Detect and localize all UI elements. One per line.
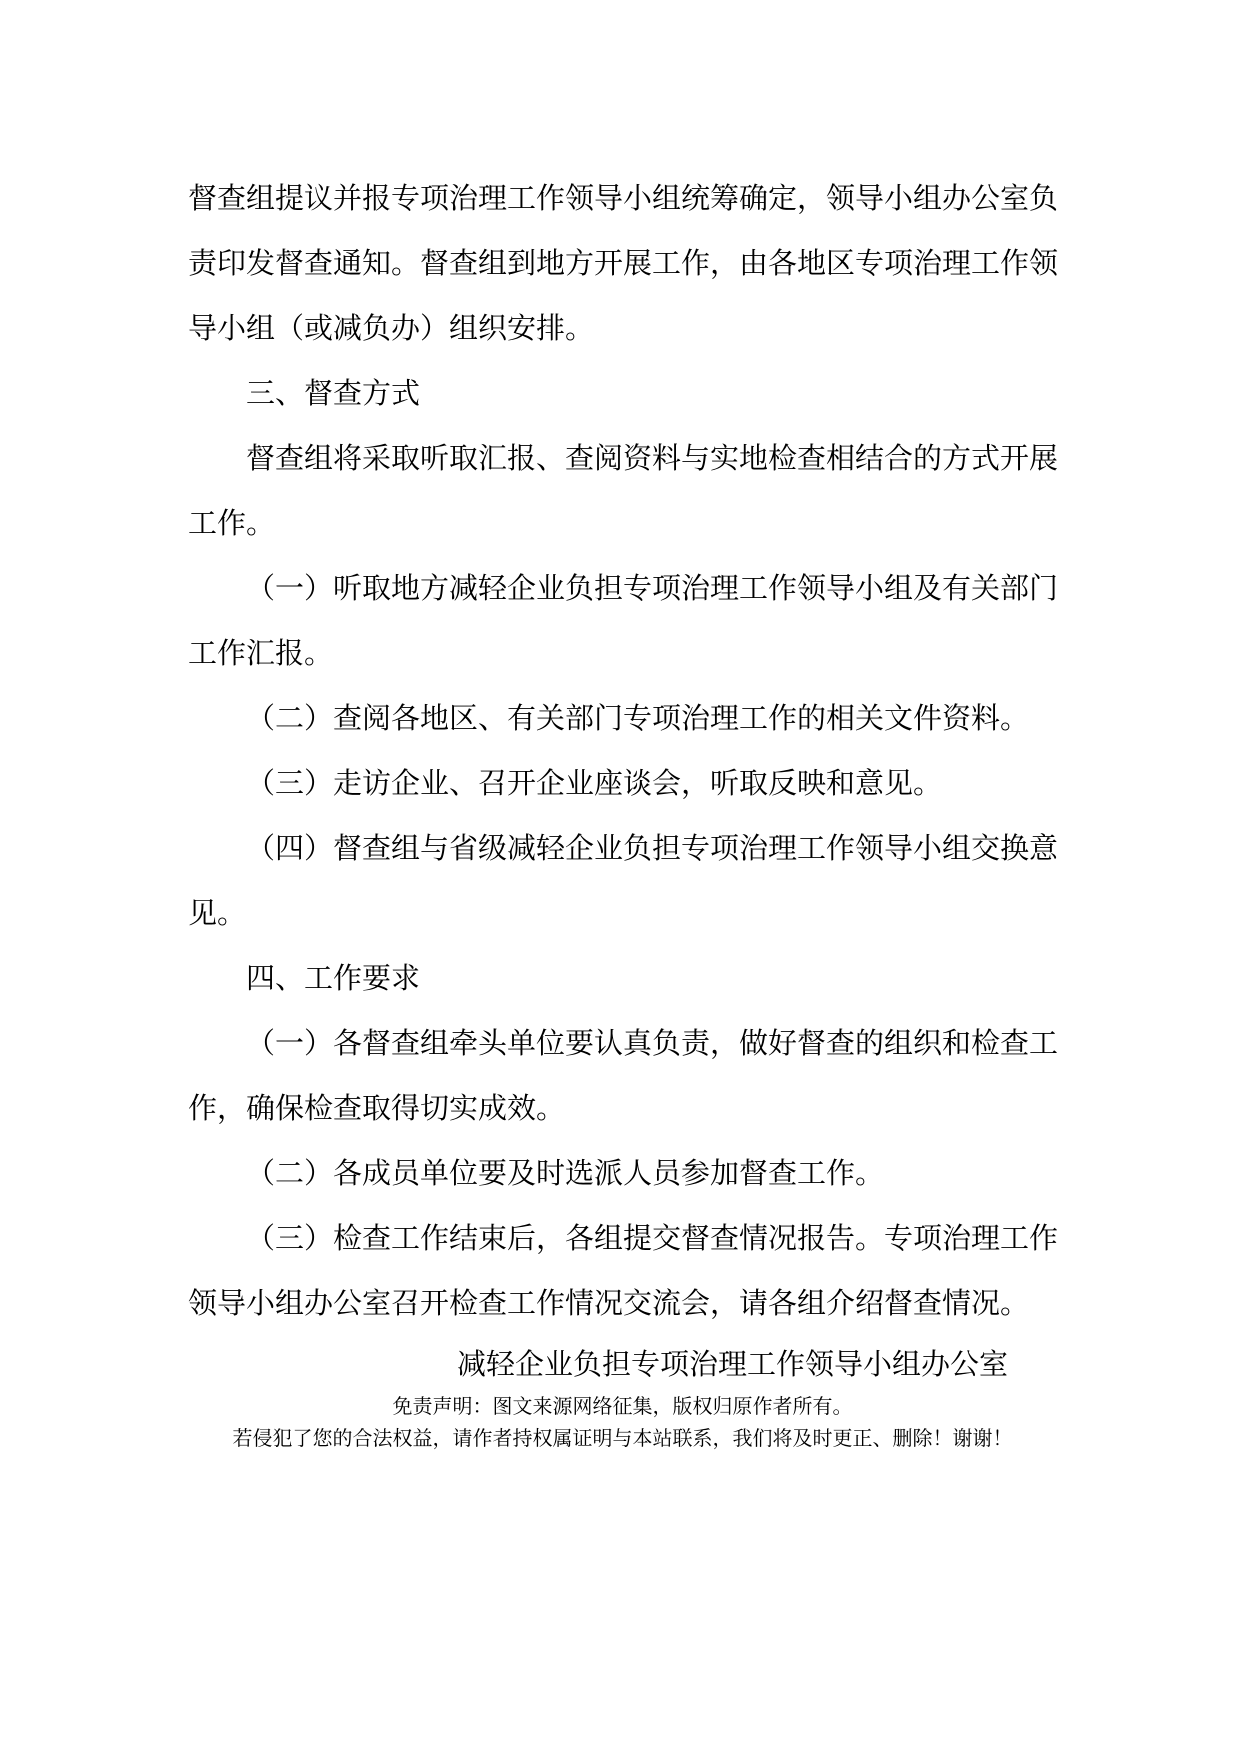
- disclaimer: [150, 1390, 1095, 1454]
- paragraph-requirement-item-1: （一）各督查组牵头单位要认真负责，做好督查的组织和检查工作，确保检查取得切实成效。: [188, 1026, 1059, 1125]
- section-heading-work-requirements: 四、工作要求: [246, 961, 421, 995]
- disclaimer-line-2: 若侵犯了您的合法权益，请作者持权属证明与本站联系，我们将及时更正、删除！谢谢！: [232, 1426, 1013, 1450]
- section-heading-inspection-method: 三、督查方式: [246, 376, 421, 410]
- paragraph-method-item-2: （二）查阅各地区、有关部门专项治理工作的相关文件资料。: [246, 701, 1030, 735]
- paragraph-requirement-item-3: （三）检查工作结束后，各组提交督查情况报告。专项治理工作领导小组办公室召开检查工作情况交流会，请各组介绍督查情况。: [188, 1221, 1059, 1320]
- paragraph-method-intro: 督查组将采取听取汇报、查阅资料与实地检查相结合的方式开展工作。: [188, 441, 1059, 540]
- paragraph-method-item-1: （一）听取地方减轻企业负担专项治理工作领导小组及有关部门工作汇报。: [188, 571, 1059, 670]
- issuing-office-signature: 减轻企业负担专项治理工作领导小组办公室: [456, 1347, 1008, 1381]
- paragraph-continuation: 督查组提议并报专项治理工作领导小组统筹确定，领导小组办公室负责印发督查通知。督查组到地方开展工作，由各地区专项治理工作领导小组（或减负办）组织安排。: [188, 181, 1059, 345]
- paragraph-requirement-item-2: （二）各成员单位要及时选派人员参加督查工作。: [246, 1156, 885, 1190]
- document-body: [188, 166, 1058, 1336]
- paragraph-method-item-4: （四）督查组与省级减轻企业负担专项治理工作领导小组交换意见。: [188, 831, 1059, 930]
- disclaimer-line-1: 免责声明：图文来源网络征集，版权归原作者所有。: [392, 1394, 853, 1418]
- paragraph-method-item-3: （三）走访企业、召开企业座谈会，听取反映和意见。: [246, 766, 943, 800]
